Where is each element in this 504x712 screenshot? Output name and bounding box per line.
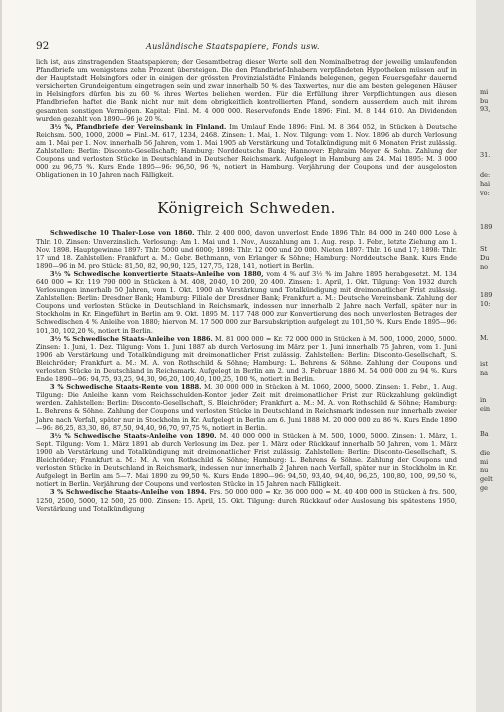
entry-body: vom 4 % auf 3½ % im Jahre 1895 herabgesetzt. M. 134 640 000 = Kr. 119 790 000 in Stücken à M. 408, 2040, 10 200, 20 400. Zinsen: 1. April, 1. Okt. Tilgung: Von 1932 durch Verlosungen innerhalb 50 Jahren, vom 1. Okt. 1900 ab Verstärkung und Totalkündigung mit dreimonatlicher Frist zulässig. Zahlstellen: Berlin: Dresdner Bank; Hamburg: Filiale der Dresdner Bank; Frankfurt a. M.: Deutsche Vereinsbank. Zahlung der Coupons und verlosten Stücke in Deutschland in Reichsmark, indessen nur innerhalb 2 Jahre nach Verfall, später nur in Stockholm in Kr. Eingeführt in Berlin am 9. Okt. 1895 M. 117 748 000 zur Konvertierung des noch unverlosten Betrages der Schwedischen 4 % Anleihe von 1880; hiervon M. 17 500 000 zur Barsubskription aufgelegt zu 101,50 %. Kurs Ende 1895—96: 101,30, 102,20 %, notiert in Berlin. xyxy=(36,269,457,335)
sweden-entry xyxy=(36,229,457,269)
edge-text-fragment: na xyxy=(480,369,489,377)
entry-body: Thlr. 2 400 000, davon unverlost Ende 1896 Thlr. 84 000 in 240 000 Lose à Thlr. 10. Zinsen: Unverzinslich. Verlosung: Am 1. Mai und 1. Nov., Auszahlung am 1. Aug. resp. 1. Febr., letzte Ziehung am 1. Nov. 1898. Hauptgewinne 1897: Thlr. 5000 und 6000; 1898: Thlr. 12 000 und 20 000. Nieten 1897: Thlr. 16 und 17; 1898: Thlr. 17 und 18. Zahlstellen: Frankfurt a. M.: Gebr. Bethmann, von Erlanger & Söhne; Hamburg: Norddeutsche Bank. Kurs Ende 1890—96 in M. pro Stück: 81,50, 82, 90,90, 125, 127,75, 128, 141, notiert in Berlin. xyxy=(36,229,458,270)
edge-text-fragment: hai xyxy=(480,180,491,188)
sweden-entry xyxy=(36,488,457,512)
page-header xyxy=(36,40,456,52)
edge-text-fragment: bu xyxy=(480,97,489,105)
entry-body: M. 40 000 000 in Stücken à M. 500, 1000, 5000. Zinsen: 1. März, 1. Sept. Tilgung: Vom 1. März 1891 ab durch Verlosung im Dez. per 1. März oder Rückkauf innerhalb 50 Jahren, vom 1. März 1900 ab Verstärkung und Totalkündigung mit dreimonatlicher Frist zulässig. Zahlstellen: Berlin: Disconto-Gesellschaft, S. Bleichröder; Frankfurt a. M.: M. A. von Rothschild & Söhne; Hamburg: L. Behrens & Söhne. Zahlung der Coupons und verlosten Stücke in Deutschland in Reichsmark, indessen nur innerhalb 2 Jahren nach Verfall, später nur in Stockholm in Kr. Aufgelegt in Berlin am 5—7. Mai 1890 zu 99,50 %. Kurs Ende 1890—96: 94,50, 93,40, 94,40, 96,25, 100,80, 100, 99,50 %, notiert in Berlin. Verjährung der Coupons und verlosten Stücke in 15 Jahren nach Fälligkeit. xyxy=(36,431,457,489)
entry-heading: 3½ % Schwedische Staats-Anleihe von 1890. xyxy=(50,431,217,440)
edge-text-fragment: nu xyxy=(480,466,489,474)
edge-text-fragment: M. xyxy=(480,334,489,342)
edge-text-fragment: 31. xyxy=(480,151,491,159)
facing-page-edge xyxy=(476,0,504,712)
edge-text-fragment: ein xyxy=(480,405,491,413)
entry-heading: Schwedische 10 Thaler-Lose von 1860. xyxy=(50,229,195,238)
sweden-entry xyxy=(36,335,457,384)
running-title: Ausländische Staatspapiere, Fonds usw. xyxy=(146,42,320,51)
section-title: Königreich Schweden. xyxy=(157,199,336,218)
edge-text-fragment: 189 xyxy=(480,291,493,299)
entry-heading: 3 % Schwedische Staats-Anleihe von 1894. xyxy=(50,488,207,497)
entry-heading: 3½ %, Pfandbriefe der Vereinsbank in Finland. xyxy=(50,122,227,131)
edge-text-fragment: 10: xyxy=(480,300,491,308)
entry-heading: 3½ % Schwedische konvertierte Staats-Anleihe von 1880, xyxy=(50,269,264,278)
edge-text-fragment: vo: xyxy=(480,189,490,197)
entry-body: Im Umlauf Ende 1896: Finl. M. 8 364 052, in Stücken à Deutsche Reichsm. 500, 1000, 2000 = Finl.-M. 617, 1234, 2468. Zinsen: 1. Mai, 1. Nov. Tilgung: vom 1. Nov. 1896 ab durch Verlosung am 1. Mai per 1. Nov. innerhalb 56 Jahren, vom 1. Mai 1905 ab Verstärkung und Totalkündigung mit 6 Monaten Frist zulässig. Zahlstellen: Berlin: Disconto-Gesellschaft; Hamburg: Norddeutsche Bank; Hannover: Ephraim Meyer & Sohn. Zahlung der Coupons und verlosten Stücke in Deutschland in Deutscher Reichsmark. Aufgelegt in Hamburg am 24. Mai 1895: M. 3 000 000 zu 96,75 %. Kurs Ende 1895—96: 96,50, 96 %, notiert in Hamburg. Verjährung der Coupons und der ausgelosten Obligationen in 10 Jahren nach Fälligkeit. xyxy=(36,122,457,180)
entry-heading: 3½ % Schwedische Staats-Anleihe von 1886. xyxy=(50,334,213,343)
edge-text-fragment: Ba xyxy=(480,430,489,438)
sweden-entry xyxy=(36,270,457,335)
edge-text-fragment: 93, xyxy=(480,105,491,113)
page-gutter xyxy=(0,0,2,712)
sweden-entries xyxy=(36,229,457,512)
edge-text-fragment: die xyxy=(480,449,491,457)
finland-paragraph: lich ist, aus zinstragenden Staatspapieren; der Gesamtbetrag dieser Werte soll den Nominalbetrag der jeweilig umlaufenden Pfandbriefe um wenigstens zehn Prozent übersteigen. Die den Pfandbrief-Inhabern verpfändeten Hypotheken müssen auf in der Hauptstadt Helsingfors oder in einigen der grössten Provinzialstädte Finlands belegenen, gegen Feuersgefahr dauernd versicherten Grundeigentum eingetragen sein und zwar innerhalb 50 % des Taxwertes, nur die am besten gelegenen Häuser in Helsingfors dürfen bis zu 60 % ihres Wertes beliehen werden. Für die Erfüllung ihrer Verpflichtungen aus diesen Pfandbriefen haftet die Bank nicht nur mit dem obrigkeitlich kontrollierten Pfand, sondern ausserdem auch mit ihrem gesamten sonstigen Vermögen. Kapital: Finl. M. 4 000 000. Reservefonds Ende 1896: Finl. M. 8 144 610. An Dividenden wurden gezahlt von 1890—96 je 20 %. xyxy=(36,58,457,123)
edge-text-fragment: ist xyxy=(480,360,489,368)
entry-body: M. 81 000 000 = Kr. 72 000 000 in Stücken à M. 500, 1000, 2000, 5000. Zinsen: 1. Juni, 1. Dez. Tilgung: Vom 1. Juni 1887 ab durch Verlosung im März per 1. Juni innerhalb 75 Jahren, vom 1. Juni 1906 ab Verstärkung und Totalkündigung mit dreimonatlicher Frist zulässig. Zahlstellen: Berlin: Disconto-Gesellschaft, S. Bleichröder; Frankfurt a. M.: M. A. von Rothschild & Söhne; Hamburg: L. Behrens & Söhne. Zahlung der Coupons und verlosten Stücke in Deutschland in Reichsmark. Aufgelegt in Berlin am 2. und 3. Februar 1886 M. 54 000 000 zu 94 %. Kurs Ende 1890—96: 94,75, 93,25, 94,30, 96,20, 100,40, 100,25, 100 %, notiert in Berlin. xyxy=(36,334,457,384)
entry-body: Frs. 50 000 000 = Kr. 36 000 000 = M. 40 400 000 in Stücken à frs. 500, 1250, 2500, 5000, 12 500, 25 000. Zinsen: 15. April, 15. Okt. Tilgung: durch Rückkauf oder Auslosung bis spätestens 1950, Verstärkung und Totalkündigung xyxy=(36,488,457,513)
edge-text-fragment: mi xyxy=(480,458,489,466)
sweden-entry xyxy=(36,383,457,432)
page-content xyxy=(36,58,457,513)
edge-text-fragment: St xyxy=(480,245,488,253)
entry-heading: 3 % Schwedische Staats-Rente von 1888. xyxy=(50,383,202,392)
edge-text-fragment: gelt xyxy=(480,475,493,483)
edge-text-fragment: mi xyxy=(480,88,489,96)
edge-text-fragment: ge xyxy=(480,484,489,492)
page-number: 92 xyxy=(36,40,50,52)
edge-text-fragment: no xyxy=(480,263,489,271)
edge-text-fragment: de: xyxy=(480,171,491,179)
edge-text-fragment: Du xyxy=(480,254,490,262)
finland-pfandbriefe-paragraph xyxy=(36,123,457,180)
edge-text-fragment: 189 xyxy=(480,223,493,231)
edge-text-fragment: in xyxy=(480,396,487,404)
entry-body: M. 30 000 000 in Stücken à M. 1060, 2000, 5000. Zinsen: 1. Febr., 1. Aug. Tilgung: Die Anleihe kann vom Reichsschulden-Kontor jeder Zeit mit dreimonatlicher Frist zur Rückzahlung gekündigt werden. Zahlstellen: Berlin: Disconto-Gesellschaft, S. Bleichröder; Frankfurt a. M.: M. A. von Rothschild & Söhne; Hamburg: L. Behrens & Söhne. Zahlung der Coupons und verlosten Stücke in Deutschland in Reichsmark indessen nur innerhalb zweier Jahre nach Verfall, später nur in Stockholm in Kr. Aufgelegt in Berlin am 6. Juni 1888 M. 20 000 000 zu 86 %. Kurs Ende 1890—96: 86,25, 83,30, 86, 87,50, 94,40, 96,70, 97,75 %, notiert in Berlin. xyxy=(36,383,458,432)
sweden-entry xyxy=(36,432,457,489)
